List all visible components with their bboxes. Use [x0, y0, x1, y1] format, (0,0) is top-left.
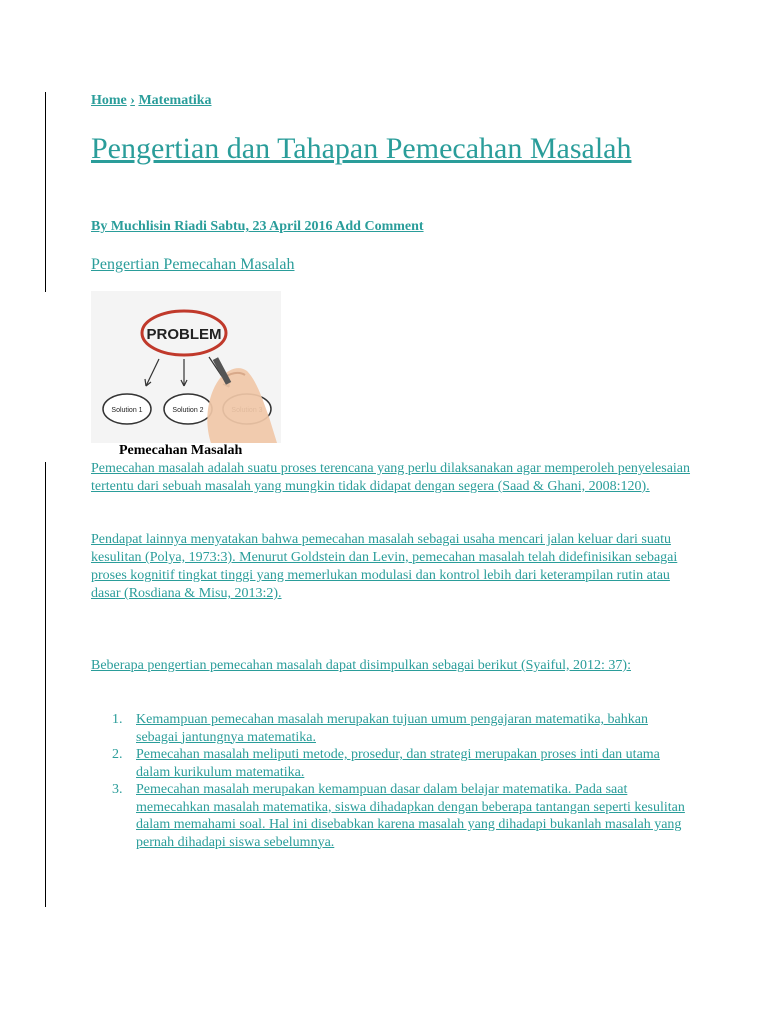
section-heading[interactable]: Pengertian Pemecahan Masalah — [91, 256, 295, 273]
list-item[interactable] — [112, 711, 692, 746]
breadcrumb — [91, 93, 212, 109]
paragraph-1[interactable]: Pemecahan masalah adalah suatu proses terencana yang perlu dilaksanakan agar memperoleh penyelesaian tertentu dari sebuah masalah yang mungkin tidak didapat dengan segera (Saad & Ghani, 2008:120). — [91, 461, 691, 494]
left-margin-rule-top — [45, 92, 46, 292]
list-item[interactable] — [112, 746, 692, 781]
paragraph-2[interactable]: Pendapat lainnya menyatakan bahwa pemecahan masalah sebagai usaha mencari jalan keluar dari suatu kesulitan (Polya, 1973:3). Menurut Goldstein dan Levin, pemecahan masalah telah didefinisikan sebagai proses kognitif tingkat tinggi yang memerlukan modulasi dan kontrol lebih dari keterampilan rutin atau dasar (Rosdiana & Misu, 2013:2). — [91, 532, 678, 601]
solution-label-1: Solution 1 — [111, 407, 143, 414]
breadcrumb-separator: › — [130, 93, 135, 108]
left-margin-rule-bottom — [45, 462, 46, 907]
figure-caption: Pemecahan Masalah — [119, 443, 243, 458]
paragraph-3[interactable]: Beberapa pengertian pemecahan masalah dapat disimpulkan sebagai berikut (Syaiful, 2012: 37): — [91, 658, 631, 673]
article-figure-image — [91, 291, 281, 443]
summary-list — [112, 711, 692, 851]
solution-label-2: Solution 2 — [172, 407, 204, 414]
breadcrumb-category-link[interactable]: Matematika — [138, 93, 212, 108]
breadcrumb-home-link[interactable]: Home — [91, 93, 127, 108]
list-item-number: 2. — [112, 747, 123, 762]
list-item-text: Pemecahan masalah merupakan kemampuan dasar dalam belajar matematika. Pada saat memecahkan masalah matematika, siswa dihadapkan dengan beberapa tantangan seperti kesulitan dalam memahami soal. Hal ini disebabkan karena masalah yang dihadapi bukanlah masalah yang pernah dihadapi siswa sebelumnya. — [136, 782, 685, 850]
problem-label: PROBLEM — [146, 326, 222, 343]
list-item[interactable] — [112, 781, 692, 851]
list-item-text: Kemampuan pemecahan masalah merupakan tujuan umum pengajaran matematika, bahkan sebagai jantungnya matematika. — [136, 712, 648, 745]
list-item-number: 3. — [112, 782, 123, 797]
list-item-text: Pemecahan masalah meliputi metode, prosedur, dan strategi merupakan proses inti dan utama dalam kurikulum matematika. — [136, 747, 660, 780]
page-title[interactable]: Pengertian dan Tahapan Pemecahan Masalah — [91, 132, 632, 165]
article-byline[interactable]: By Muchlisin Riadi Sabtu, 23 April 2016 Add Comment — [91, 219, 424, 234]
list-item-number: 1. — [112, 712, 123, 727]
